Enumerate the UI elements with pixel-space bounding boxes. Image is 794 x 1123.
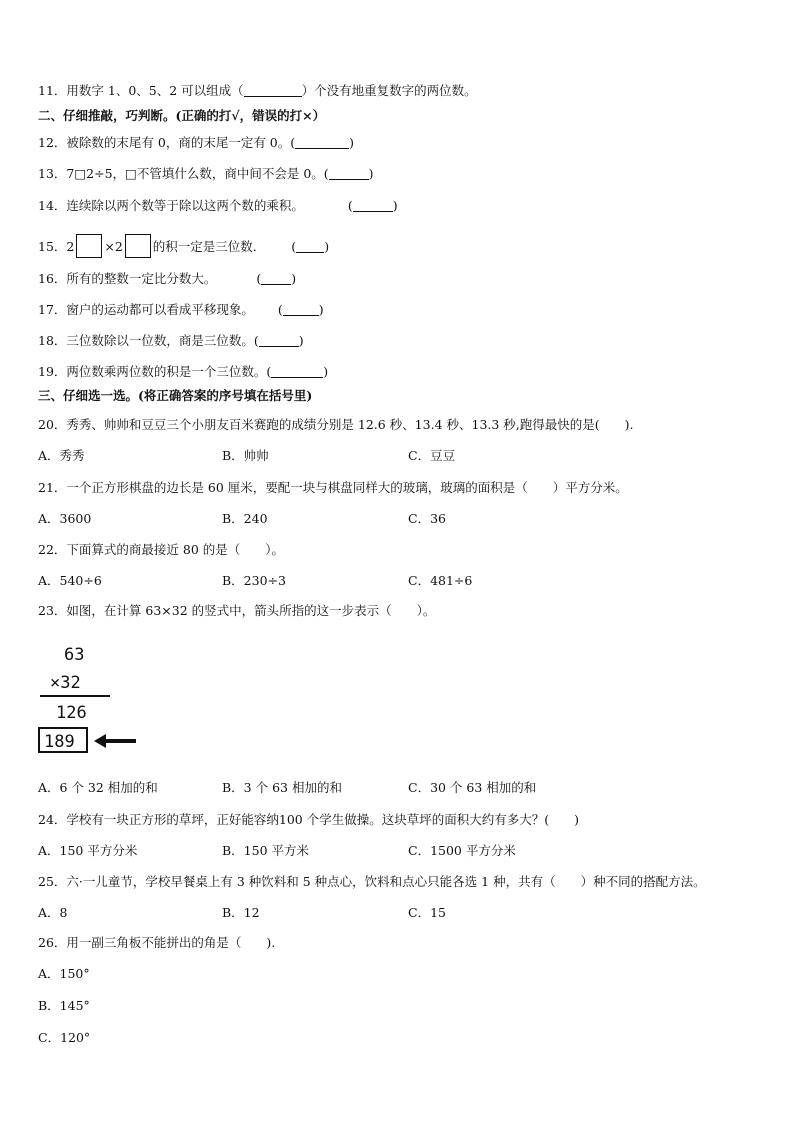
question-11 bbox=[38, 83, 477, 99]
question-16 bbox=[38, 271, 296, 287]
figure-multiplicand: 63 bbox=[64, 645, 85, 665]
option-c[interactable]: C．1500 平方分米 bbox=[408, 843, 516, 858]
digit-box[interactable] bbox=[76, 234, 102, 258]
section-2-heading: 二、仔细推敲，巧判断。(正确的打√，错误的打×） bbox=[38, 108, 326, 123]
option-c[interactable]: C．36 bbox=[408, 511, 446, 526]
question-22: 22．下面算式的商最接近 80 的是（ ）。 bbox=[38, 542, 285, 557]
question-16-text: 16．所有的整数一定比分数大。 bbox=[38, 271, 217, 286]
option-a[interactable]: A．6 个 32 相加的和 bbox=[38, 780, 158, 795]
option-a[interactable]: A．8 bbox=[38, 905, 68, 920]
option-a[interactable]: A．秀秀 bbox=[38, 448, 85, 463]
paren-close: ) bbox=[318, 302, 324, 317]
question-21: 21．一个正方形棋盘的边长是 60 厘米，要配一块与棋盘同样大的玻璃，玻璃的面积是（ ）平方分米。 bbox=[38, 480, 628, 495]
option-a[interactable]: A．150 平方分米 bbox=[38, 843, 138, 858]
figure-partial-2: 189 bbox=[44, 732, 75, 752]
question-15-text: 的积一定是三位数． bbox=[152, 239, 266, 254]
question-14 bbox=[38, 198, 398, 214]
question-26: 26．用一副三角板不能拼出的角是（ ). bbox=[38, 935, 276, 950]
question-11-text: 11．用数字 1、0、5、2 可以组成（ bbox=[38, 83, 244, 98]
option-c[interactable]: C．120° bbox=[38, 1030, 91, 1045]
question-15-number: 15．2 bbox=[38, 239, 75, 254]
paren-close: ) bbox=[298, 333, 304, 348]
option-b[interactable]: B．145° bbox=[38, 998, 90, 1013]
question-18 bbox=[38, 333, 304, 349]
question-12-text: 12．被除数的末尾有 0，商的末尾一定有 0。( bbox=[38, 135, 296, 150]
question-13-text: 13．7□2÷5，□不管填什么数，商中间不会是 0。( bbox=[38, 166, 329, 181]
question-15 bbox=[38, 234, 329, 258]
paren-open: ( bbox=[347, 198, 353, 213]
times-two: ×2 bbox=[104, 239, 123, 254]
option-a[interactable]: A．540÷6 bbox=[38, 573, 102, 588]
question-18-text: 18．三位数除以一位数，商是三位数。( bbox=[38, 333, 259, 348]
paren-close: ) bbox=[349, 135, 355, 150]
option-a[interactable]: A．3600 bbox=[38, 511, 92, 526]
section-3-heading: 三、仔细选一选。(将正确答案的序号填在括号里) bbox=[38, 388, 313, 403]
option-a[interactable]: A．150° bbox=[38, 966, 90, 981]
digit-box[interactable] bbox=[125, 234, 151, 258]
option-b[interactable]: B．12 bbox=[222, 905, 260, 920]
answer-blank[interactable] bbox=[296, 240, 324, 253]
paren-open: ( bbox=[256, 271, 262, 286]
question-19-text: 19．两位数乘两位数的积是一个三位数。( bbox=[38, 364, 272, 379]
paren-close: ) bbox=[368, 166, 374, 181]
question-13 bbox=[38, 166, 374, 182]
figure-partial-1: 126 bbox=[56, 703, 87, 723]
option-c[interactable]: C．15 bbox=[408, 905, 446, 920]
answer-blank[interactable] bbox=[283, 303, 319, 316]
answer-blank[interactable] bbox=[353, 199, 393, 212]
option-c[interactable]: C．30 个 63 相加的和 bbox=[408, 780, 537, 795]
arrow-left-icon bbox=[94, 734, 136, 748]
option-b[interactable]: B．230÷3 bbox=[222, 573, 286, 588]
question-11-tail: ）个没有地重复数字的两位数。 bbox=[301, 83, 477, 98]
answer-blank[interactable] bbox=[271, 365, 323, 378]
figure-multiplier: ×32 bbox=[50, 673, 81, 693]
paren-open: ( bbox=[277, 302, 283, 317]
option-b[interactable]: B．240 bbox=[222, 511, 268, 526]
question-23: 23．如图，在计算 63×32 的竖式中，箭头所指的这一步表示（ ）。 bbox=[38, 603, 436, 618]
question-20: 20．秀秀、帅帅和豆豆三个小朋友百米赛跑的成绩分别是 12.6 秒、13.4 秒、13.3 秒,跑得最快的是( ). bbox=[38, 417, 634, 432]
option-b[interactable]: B．帅帅 bbox=[222, 448, 269, 463]
paren-close: ) bbox=[392, 198, 398, 213]
question-19 bbox=[38, 364, 328, 380]
paren-close: ) bbox=[291, 271, 297, 286]
option-b[interactable]: B．150 平方米 bbox=[222, 843, 310, 858]
question-17-text: 17．窗户的运动都可以看成平移现象。 bbox=[38, 302, 254, 317]
question-24: 24．学校有一块正方形的草坪，正好能容纳100 个学生做操。这块草坪的面积大约有多大？( ) bbox=[38, 812, 579, 827]
answer-blank[interactable] bbox=[329, 167, 369, 180]
option-b[interactable]: B．3 个 63 相加的和 bbox=[222, 780, 342, 795]
answer-blank[interactable] bbox=[261, 272, 291, 285]
multiplication-figure bbox=[36, 640, 146, 770]
option-c[interactable]: C．481÷6 bbox=[408, 573, 473, 588]
paren-close: ) bbox=[324, 239, 330, 254]
question-12 bbox=[38, 135, 354, 151]
paren-close: ) bbox=[323, 364, 329, 379]
question-17 bbox=[38, 302, 324, 318]
answer-blank[interactable] bbox=[295, 136, 349, 149]
answer-blank[interactable] bbox=[244, 84, 302, 97]
option-c[interactable]: C．豆豆 bbox=[408, 448, 456, 463]
answer-blank[interactable] bbox=[259, 334, 299, 347]
question-14-text: 14．连续除以两个数等于除以这两个数的乘积。 bbox=[38, 198, 304, 213]
question-25: 25．六·一儿童节，学校早餐桌上有 3 种饮料和 5 种点心，饮料和点心只能各选 1 种，共有（ ）种不同的搭配方法。 bbox=[38, 874, 706, 889]
paren-open: ( bbox=[291, 239, 297, 254]
